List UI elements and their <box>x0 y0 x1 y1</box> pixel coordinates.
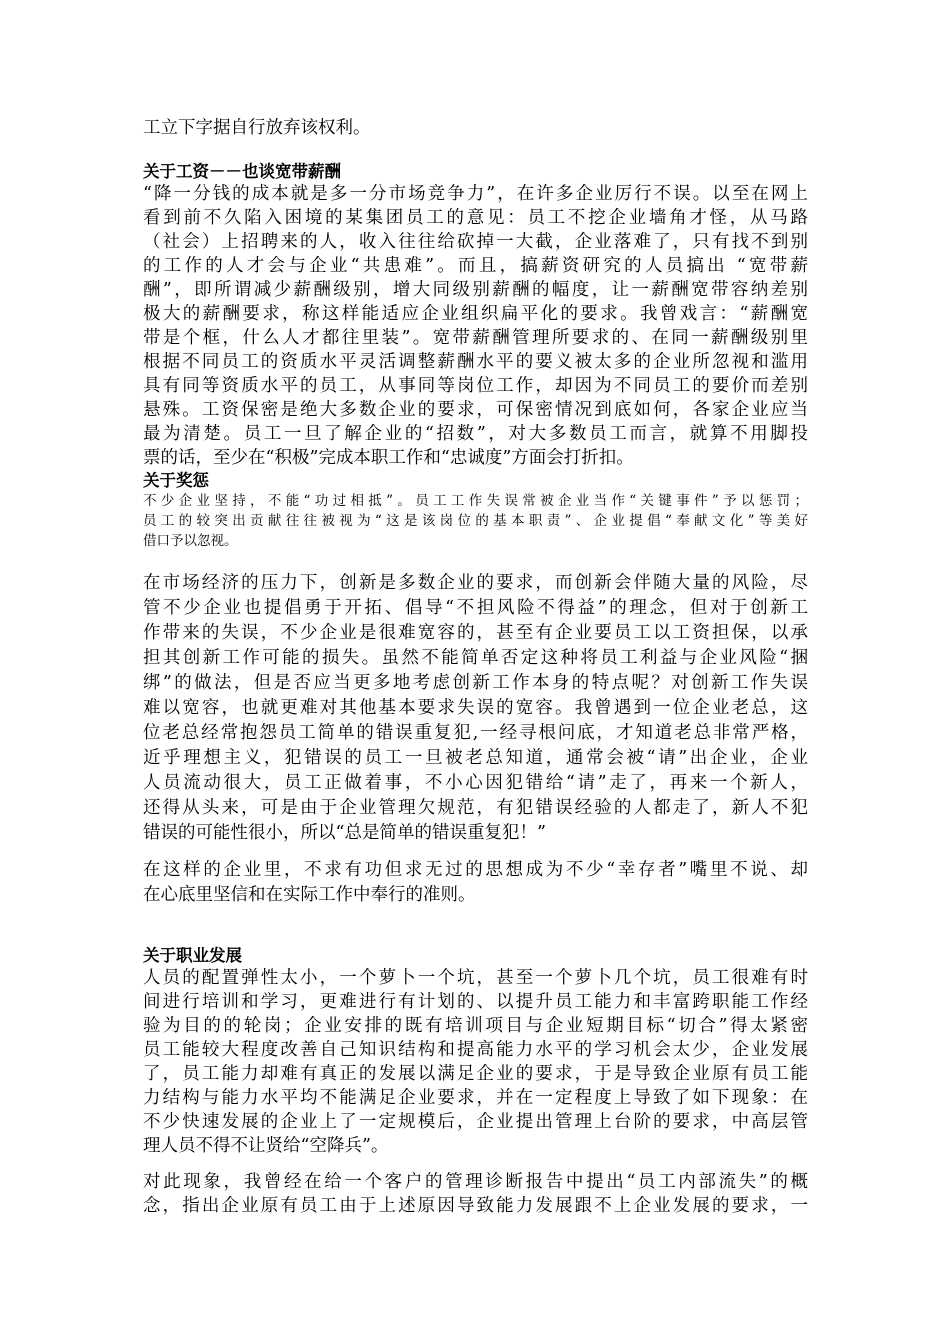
paragraph-line: 作带来的失误，不少企业是很难宽容的，甚至有企业要员工以工资担保，以承 <box>143 623 808 643</box>
paragraph-line: 对此现象，我曾经在给一个客户的管理诊断报告中提出“员工内部流失”的概 <box>143 1172 808 1192</box>
paragraph-line: 间进行培训和学习，更难进行有计划的、以提升员工能力和丰富跨职能工作经 <box>143 992 808 1012</box>
paragraph-line: 不少快速发展的企业上了一定规模后，企业提出管理上台阶的要求，中高层管 <box>143 1112 808 1132</box>
section-heading-salary: 关于工资－－也谈宽带薪酬 <box>143 162 341 181</box>
paragraph-line: 最为清楚。员工一旦了解企业的“招数”，对大多数员工而言，就算不用脚投 <box>143 424 808 444</box>
section-heading-rewards: 关于奖惩 <box>143 471 209 490</box>
paragraph-line: 在这样的企业里，不求有功但求无过的思想成为不少“幸存者”嘴里不说、却 <box>143 860 808 880</box>
paragraph-line: 看到前不久陷入困境的某集团员工的意见：员工不挖企业墙角才怪，从马路 <box>143 208 808 228</box>
paragraph-line: “降一分钱的成本就是多一分市场竞争力”，在许多企业厉行不误。以至在网上 <box>143 184 808 204</box>
paragraph-line: 悬殊。工资保密是绝大多数企业的要求，可保密情况到底如何，各家企业应当 <box>143 400 808 420</box>
paragraph-line: 酬”，即所谓减少薪酬级别，增大同级别薪酬的幅度，让一薪酬宽带容纳差别 <box>143 280 808 300</box>
paragraph-line: （社会）上招聘来的人，收入往往给砍掉一大截，企业落难了，只有找不到别 <box>143 232 808 252</box>
small-paragraph-line: 员工的较突出贡献往往被视为“这是该岗位的基本职责”、企业提倡“奉献文化”等美好 <box>143 513 808 529</box>
paragraph-line: 近乎理想主义，犯错误的员工一旦被老总知道，通常会被“请”出企业，企业 <box>143 748 808 768</box>
paragraph-line: 了，员工能力却难有真正的发展以满足企业的要求，于是导致企业原有员工能 <box>143 1064 808 1084</box>
paragraph-line: 理人员不得不让贤给“空降兵”。 <box>143 1136 389 1156</box>
paragraph-line: 的工作的人才会与企业“共患难”。而且，搞薪资研究的人员搞出 “宽带薪 <box>143 256 808 276</box>
paragraph-line: 具有同等资质水平的员工，从事同等岗位工作，却因为不同员工的要价而差别 <box>143 376 808 396</box>
small-paragraph-line: 借口予以忽视。 <box>143 533 238 549</box>
intro-line: 工立下字据自行放弃该权利。 <box>143 118 371 138</box>
paragraph-line: 难以宽容，也就更难对其他基本要求失误的宽容。我曾遇到一位企业老总，这 <box>143 698 808 718</box>
paragraph-line: 带是个框，什么人才都往里装”。宽带薪酬管理所要求的、在同一薪酬级别里 <box>143 328 808 348</box>
paragraph-line: 位老总经常抱怨员工简单的错误重复犯,一经寻根问底，才知道老总非常严格， <box>143 723 808 743</box>
paragraph-line: 在心底里坚信和在实际工作中奉行的准则。 <box>143 885 476 905</box>
paragraph-line: 错误的可能性很小，所以“总是简单的错误重复犯！” <box>143 823 546 843</box>
paragraph-line: 担其创新工作可能的损失。虽然不能简单否定这种将员工利益与企业风险“捆 <box>143 648 808 668</box>
paragraph-line: 念，指出企业原有员工由于上述原因导致能力发展跟不上企业发展的要求，一 <box>143 1196 808 1216</box>
paragraph-line: 人员流动很大，员工正做着事，不小心因犯错给“请”走了，再来一个新人， <box>143 773 808 793</box>
paragraph-line: 根据不同员工的资质水平灵活调整薪酬水平的要义被太多的企业所忽视和滥用 <box>143 352 808 372</box>
paragraph-line: 绑”的做法，但是否应当更多地考虑创新工作本身的特点呢？对创新工作失误 <box>143 673 808 693</box>
paragraph-line: 在市场经济的压力下，创新是多数企业的要求，而创新会伴随大量的风险，尽 <box>143 573 808 593</box>
paragraph-line: 员工能较大程度改善自己知识结构和提高能力水平的学习机会太少，企业发展 <box>143 1040 808 1060</box>
paragraph-line: 票的话，至少在“积极”完成本职工作和“忠诚度”方面会打折扣。 <box>143 448 634 468</box>
paragraph-line: 人员的配置弹性太小，一个萝卜一个坑，甚至一个萝卜几个坑，员工很难有时 <box>143 968 808 988</box>
paragraph-line: 力结构与能力水平均不能满足企业要求，并在一定程度上导致了如下现象：在 <box>143 1088 808 1108</box>
paragraph-line: 极大的薪酬要求，称这样能适应企业组织扁平化的要求。我曾戏言：“薪酬宽 <box>143 304 808 324</box>
paragraph-line: 管不少企业也提倡勇于开拓、倡导“不担风险不得益”的理念，但对于创新工 <box>143 598 808 618</box>
paragraph-line: 还得从头来，可是由于企业管理欠规范，有犯错误经验的人都走了，新人不犯 <box>143 798 808 818</box>
small-paragraph-line: 不少企业坚持，不能“功过相抵”。员工工作失误常被企业当作“关键事件”予以惩罚； <box>143 493 808 509</box>
section-heading-career: 关于职业发展 <box>143 946 242 965</box>
paragraph-line: 验为目的的轮岗；企业安排的既有培训项目与企业短期目标“切合”得太紧密 <box>143 1016 808 1036</box>
